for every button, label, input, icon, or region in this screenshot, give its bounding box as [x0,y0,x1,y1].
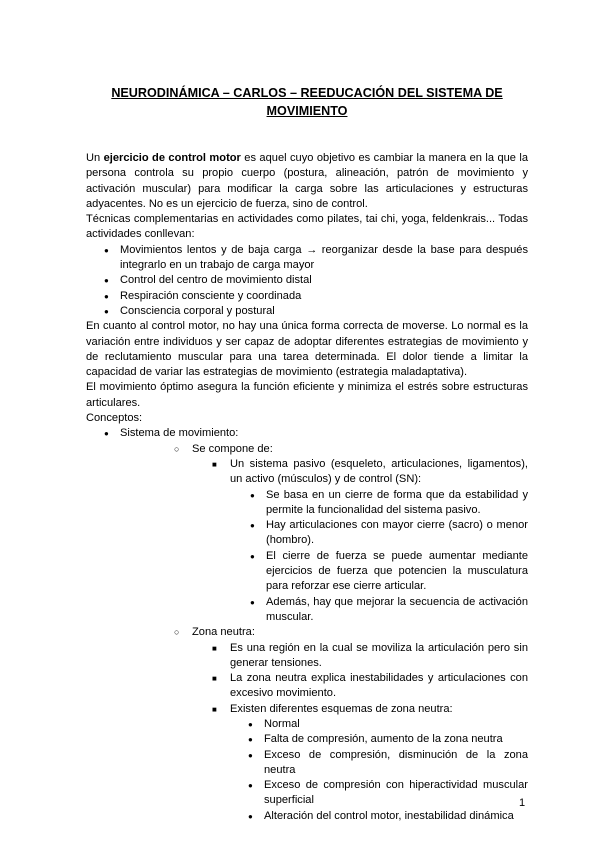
intro-prefix: Un [86,152,104,164]
list-item: ● Se basa en un cierre de forma que da estabilidad y permite la funcionalidad del sistema pasivo. [230,488,528,519]
list-item: ● Normal [228,717,528,732]
list-item [154,625,528,824]
list-item: ● Movimientos lentos y de baja carga → reorganizar desde la base para después integrarlo en un trabajo de carga mayor [86,243,528,274]
list-item: ● El cierre de fuerza se puede aumentar mediante ejercicios de fuerza que potencien la musculatura para reforzar ese cierre articular. [230,549,528,595]
list-item: ● Control del centro de movimiento distal [86,273,528,288]
system-composed-label: Se compone de: [192,442,273,455]
system-label: Sistema de movimiento: [120,427,239,440]
intro-paragraph [86,151,528,212]
list-item [196,457,528,625]
neutral-zone-list [192,641,528,825]
concepts-label: Conceptos: [86,412,143,425]
list-item: ● Además, hay que mejorar la secuencia de activación muscular. [230,595,528,626]
list-item [196,702,528,824]
neutral-schemes-label: Existen diferentes esquemas de zona neutra: [230,702,453,715]
neutral-zone-label: Zona neutra: [192,626,255,639]
intro-rest: es aquel cuyo objetivo es cambiar la manera en la que la persona controla su propio cuerpo (postura, alineación, patrón de movimiento y activación muscular) para modificar la carga sobre las articulaciones y estructuras adyacentes. No es un ejercicio de fuerza, sino de control. [86,152,529,210]
list-item: ● Respiración consciente y coordinada [86,289,528,304]
list-item: ■ La zona neutra explica inestabilidades y articulaciones con excesivo movimiento. [196,671,528,702]
concepts-list [86,426,528,824]
list-item: ● Exceso de compresión, disminución de la zona neutra [228,748,528,779]
system-components: Un sistema pasivo (esqueleto, articulaciones, ligamentos), un activo (músculos) y de control (SN): [230,457,528,486]
list-item: ● Hay articulaciones con mayor cierre (sacro) o menor (hombro). [230,518,528,549]
list-item: ● Consciencia corporal y postural [86,304,528,319]
motor-control-paragraph: En cuanto al control motor, no hay una única forma correcta de moverse. Lo normal es la variación entre individuos y ser capaz de adoptar diferentes estrategias de movimiento y de reclutamiento muscular para una tarea determinada. El dolor tiende a limitar la capacidad de variar las estrategias de movimiento (estrategia maladaptativa). [86,320,528,379]
intro-bold-term: ejercicio de control motor [103,152,241,164]
list-item: ■ Es una región en la cual se moviliza la articulación pero sin generar tensiones. [196,641,528,672]
techniques-paragraph: Técnicas complementarias en actividades como pilates, tai chi, yoga, feldenkrais... Todas actividades conllevan: [86,213,528,241]
page-number: 1 [519,797,526,809]
page-title: NEURODINÁMICA – CARLOS – REEDUCACIÓN DEL SISTEMA DE MOVIMIENTO [111,86,503,118]
neutral-schemes-list [228,717,528,824]
system-sublist [120,442,528,824]
list-item: ● Exceso de compresión con hiperactividad muscular superficial [228,778,528,809]
document-page [86,84,528,824]
list-item: ● Falta de compresión, aumento de la zona neutra [228,732,528,747]
system-details-list [230,488,528,626]
list-item [154,442,528,626]
list-item: ● Alteración del control motor, inestabilidad dinámica [228,809,528,824]
system-components-list [192,457,528,625]
optimal-movement-paragraph: El movimiento óptimo asegura la función eficiente y minimiza el estrés sobre estructuras articulares. [86,381,528,409]
list-item [86,426,528,824]
activities-list [86,243,528,319]
